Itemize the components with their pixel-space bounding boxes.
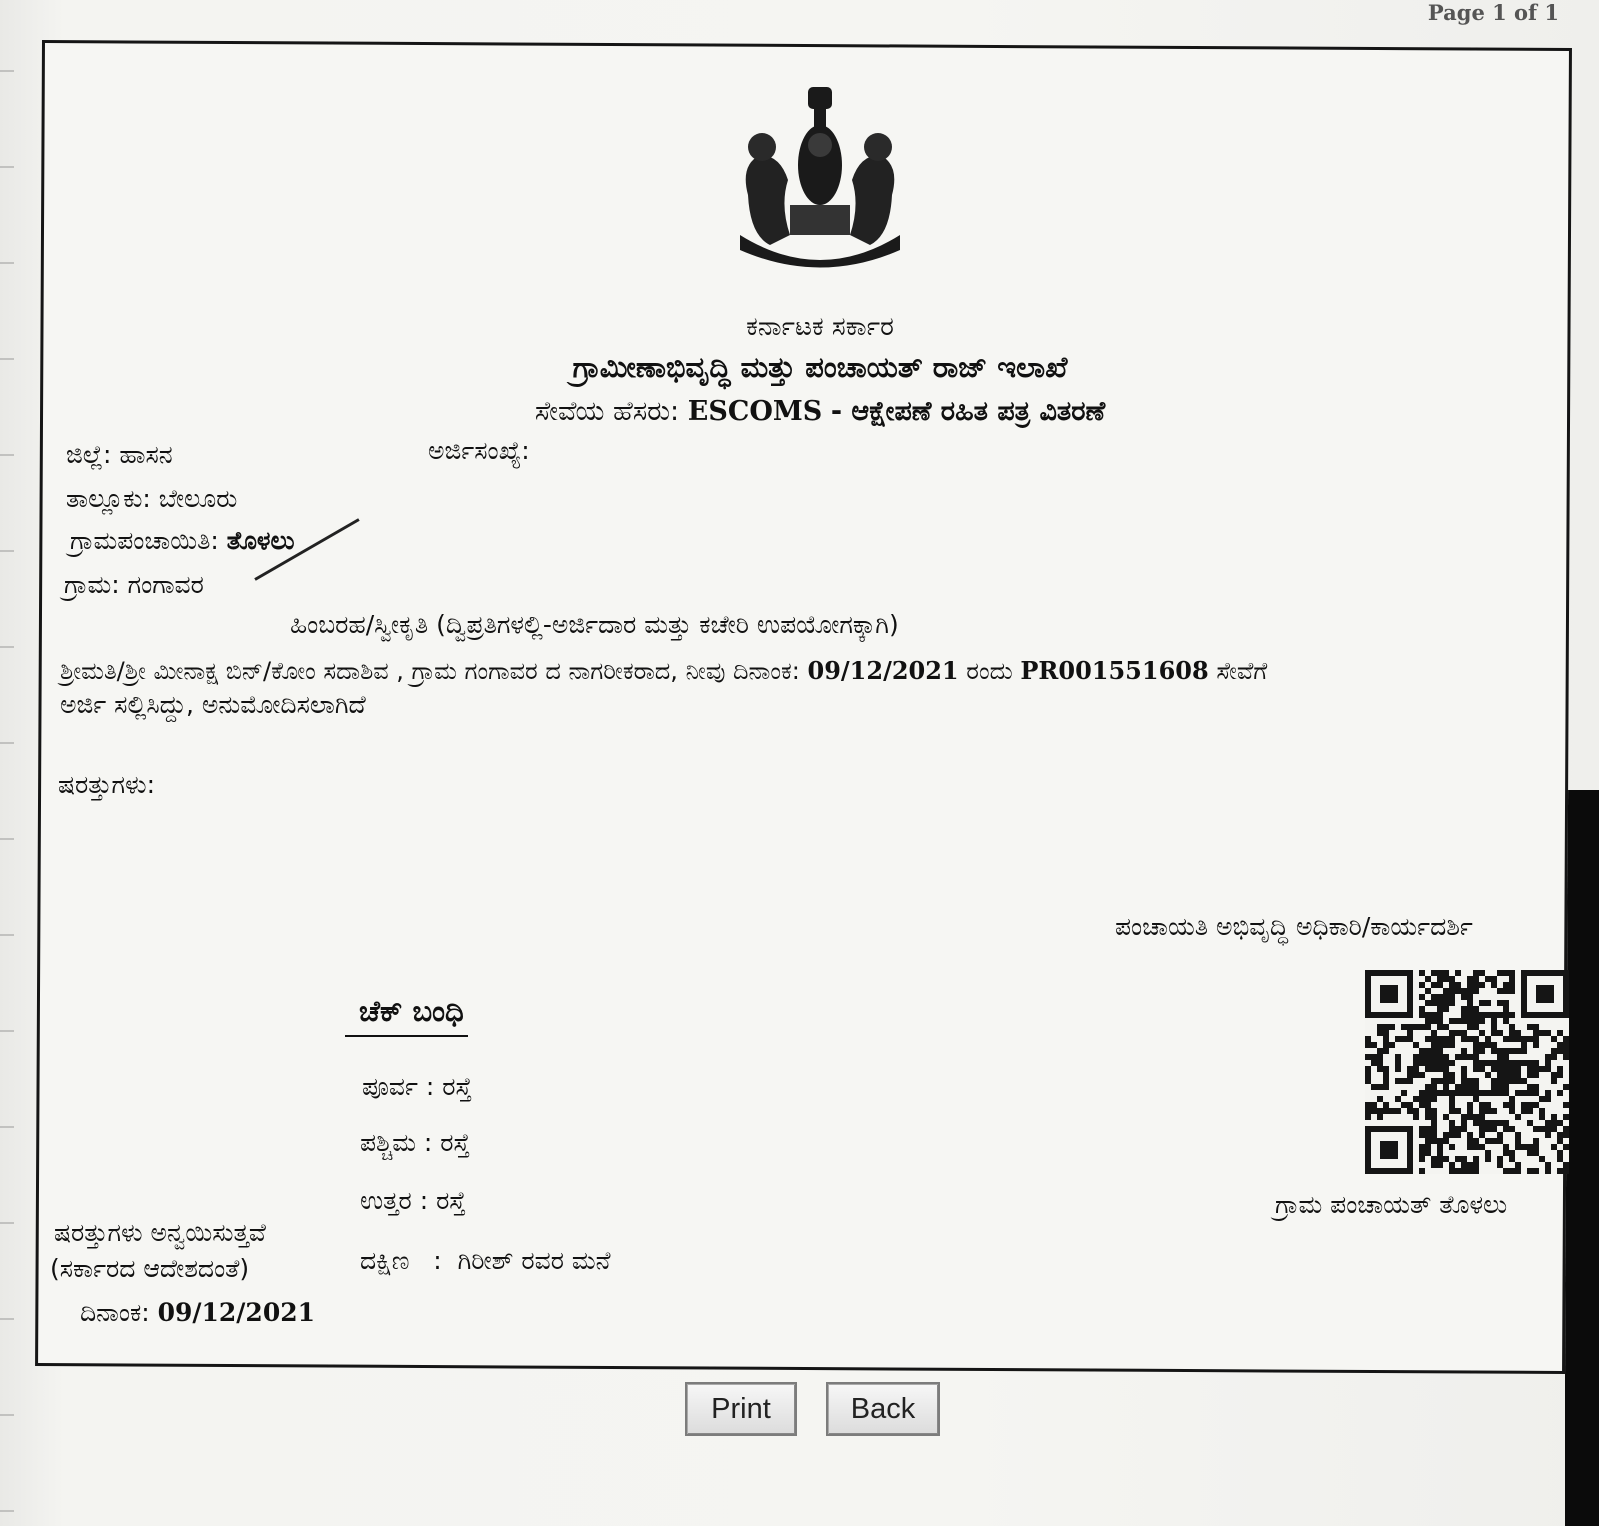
conditions-apply: ಷರತ್ತುಗಳು ಅನ್ವಯಿಸುತ್ತವೆ <box>54 1218 266 1247</box>
ack-text-b: ರಂದು <box>966 657 1013 685</box>
ack-date: 09/12/2021 <box>807 656 959 685</box>
ack-text-a: ಶ್ರೀಮತಿ/ಶ್ರೀ ಮೀನಾಕ್ಷ ಬಿನ್/ಕೋಂ ಸದಾಶಿವ , ಗ್ರಾಮ ಗಂಗಾವರ ದ ನಾಗರೀಕರಾದ, ನೀವು ದಿನಾಂಕ: <box>60 657 800 685</box>
government-title: ಕರ್ನಾಟಕ ಸರ್ಕಾರ <box>746 312 894 342</box>
service-name <box>420 396 1220 428</box>
gram-panchayat-seal-text: ಗ್ರಾಮ ಪಂಚಾಯತ್ ತೊಳಲು <box>1275 1190 1508 1219</box>
back-button[interactable]: Back <box>826 1382 940 1436</box>
taluk-line: ತಾಲ್ಲೂಕು: ಬೇಲೂರು <box>66 484 238 513</box>
print-button[interactable]: Print <box>685 1382 797 1436</box>
ack-text-c: ಸೇವೆಗೆ <box>1216 657 1268 685</box>
issue-date <box>80 1298 315 1328</box>
ack-reference-number: PR001551608 <box>1020 656 1209 685</box>
as-per-govt-order: (ಸರ್ಕಾರದ ಆದೇಶದಂತೆ) <box>50 1254 250 1283</box>
boundary-west: ಪಶ್ಚಿಮ : ರಸ್ತೆ <box>360 1128 470 1157</box>
officer-title: ಪಂಚಾಯತಿ ಅಭಿವೃದ್ಧಿ ಅಧಿಕಾರಿ/ಕಾರ್ಯದರ್ಶಿ <box>1115 912 1473 941</box>
district-line: ಜಿಲ್ಲೆ: ಹಾಸನ <box>66 440 173 469</box>
gram-panchayat-label: ಗ್ರಾಮಪಂಚಾಯಿತಿ: <box>70 526 219 555</box>
boundaries-heading: ಚೆಕ್ ಬಂಧಿ <box>345 994 468 1037</box>
service-title: - ಆಕ್ಷೇಪಣೆ ರಹಿತ ಪತ್ರ ವಿತರಣೆ <box>830 396 1106 427</box>
page-number: Page 1 of 1 <box>1427 0 1559 25</box>
conditions-label: ಷರತ್ತುಗಳು: <box>58 770 156 799</box>
service-label: ಸೇವೆಯ ಹೆಸರು: <box>534 396 680 427</box>
department-title: ಗ್ರಾಮೀಣಾಭಿವೃದ್ಧಿ ಮತ್ತು ಪಂಚಾಯತ್ ರಾಜ್ ಇಲಾಖೆ <box>572 350 1068 384</box>
boundary-east: ಪೂರ್ವ : ರಸ್ತೆ <box>362 1072 472 1101</box>
acknowledgement-line-2: ಅರ್ಜಿ ಸಲ್ಲಿಸಿದ್ದು, ಅನುಮೋದಿಸಲಾಗಿದೆ <box>60 690 366 719</box>
acknowledgement-title: ಹಿಂಬರಹ/ಸ್ವೀಕೃತಿ (ದ್ವಿಪ್ರತಿಗಳಲ್ಲಿ-ಅರ್ಜಿದಾರ ಮತ್ತು ಕಚೇರಿ ಉಪಯೋಗಕ್ಕಾಗಿ) <box>290 610 899 639</box>
acknowledgement-line-1 <box>60 656 1267 685</box>
notebook-margin <box>0 0 14 1526</box>
gram-panchayat-value: ತೊಳಲು <box>226 526 295 555</box>
boundary-south: ದಕ್ಷಿಣ : ಗಿರೀಶ್ ರವರ ಮನೆ <box>360 1246 611 1275</box>
village-line: ಗ್ರಾಮ: ಗಂಗಾವರ <box>64 570 204 599</box>
paper-edge-shadow <box>1565 790 1599 1526</box>
boundary-north: ಉತ್ತರ : ರಸ್ತೆ <box>360 1186 466 1215</box>
issue-date-label: ದಿನಾಂಕ: <box>80 1298 150 1327</box>
qr-code-icon <box>1365 970 1569 1174</box>
gram-panchayat-line <box>70 526 295 556</box>
application-number-label: ಅರ್ಜಿಸಂಖ್ಯೆ: <box>428 436 530 465</box>
issue-date-value: 09/12/2021 <box>157 1298 315 1327</box>
service-code: ESCOMS <box>687 396 823 427</box>
karnataka-emblem-icon <box>730 85 910 275</box>
